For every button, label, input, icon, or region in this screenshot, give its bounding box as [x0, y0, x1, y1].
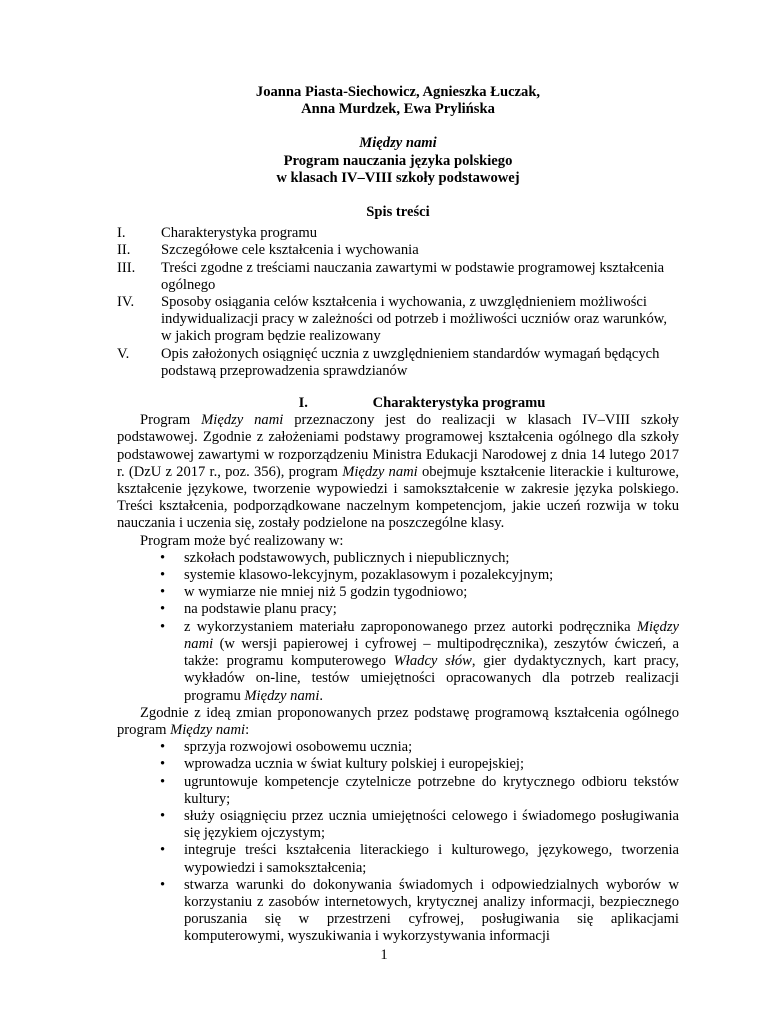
list-item: [117, 550, 679, 567]
software-name-italic: Władcy słów: [393, 653, 472, 670]
title-line-2: w klasach IV–VIII szkoły podstawowej: [276, 169, 520, 186]
section-title: Charakterystyka programu: [372, 395, 546, 412]
list-item: [117, 756, 679, 773]
bullet-icon: •: [160, 618, 166, 635]
toc-item: [117, 242, 679, 259]
bullet-icon: •: [160, 567, 166, 584]
toc-heading: Spis treści: [366, 204, 430, 221]
list-item-text: stwarza warunki do dokonywania świadomych i odpowiedzialnych wyborów w korzystaniu z zasobów internetowych, krytycznej analizy informacji, bezpiecznego poruszania się w przestrzeni cyfrowej, posługiwania się aplikacjami komputerowymi, wyszukiwania i wykorzystywania informacji: [184, 876, 679, 945]
list-item-text: wprowadza ucznia w świat kultury polskiej i europejskiej;: [184, 756, 525, 773]
paragraph-text: Program: [140, 412, 202, 429]
list-item: [117, 739, 679, 756]
list-item-text: , gier dydaktycznych, kart pracy, wykładów on-line, testów umiejętności opracowanych dla potrzeb realizacji programu: [184, 653, 679, 704]
paragraph-text: Zgodnie z ideą zmian proponowanych przez podstawę programową kształcenia ogólnego program: [117, 704, 679, 738]
list-item-text: szkołach podstawowych, publicznych i niepublicznych;: [184, 549, 510, 566]
list-item-text: w wymiarze nie mniej niż 5 godzin tygodniowo;: [184, 584, 468, 601]
list-item: [117, 774, 679, 808]
list-item-text: systemie klasowo-lekcyjnym, pozaklasowym i pozalekcyjnym;: [184, 567, 554, 584]
list-item-text: .: [319, 687, 324, 704]
page-content: [117, 84, 679, 946]
bullet-icon: •: [160, 584, 166, 601]
bullet-icon: •: [160, 842, 166, 859]
section-number: I.: [298, 395, 308, 412]
program-name-italic: Między nami: [184, 618, 679, 652]
toc-item: [117, 346, 679, 380]
title-line-1: Program nauczania języka polskiego: [283, 152, 513, 169]
bullet-icon: •: [160, 601, 166, 618]
toc-item-number: V.: [117, 345, 130, 362]
list-item-text: integruje treści kształcenia literackiego i kulturowego, językowego, tworzenia wypowiedzi i samokształcenia;: [184, 842, 679, 876]
list-item: [117, 808, 679, 842]
paragraph-1: [117, 412, 679, 532]
toc-item-text: Charakterystyka programu: [161, 225, 318, 242]
authors-block: [117, 84, 679, 118]
list-item-text: służy osiągnięciu przez ucznia umiejętności celowego i świadomego posługiwania się językiem ojczystym;: [184, 807, 679, 842]
toc-item-number: IV.: [117, 294, 135, 311]
list-item-text: sprzyja rozwojowi osobowemu ucznia;: [184, 739, 413, 756]
bullet-icon: •: [160, 739, 166, 756]
list-item: [117, 619, 679, 705]
list-item: [117, 567, 679, 584]
list-item-text: ugruntowuje kompetencje czytelnicze potrzebne do krytycznego odbioru tekstów kultury;: [184, 773, 679, 807]
paragraph-2: Program może być realizowany w:: [140, 532, 344, 549]
list-item: [117, 877, 679, 946]
toc-item: [117, 294, 679, 346]
bullet-list-1: [117, 550, 679, 705]
list-item-text: (w wersji papierowej i cyfrowej – multipodręcznika), zeszytów ćwiczeń, a także: programu komputerowego: [184, 635, 679, 670]
toc-item-text: Treści zgodne z treściami nauczania zawartymi w podstawie programowej kształcenia ogólnego: [161, 259, 665, 293]
program-name: Między nami: [359, 135, 437, 152]
title-block: [117, 135, 679, 187]
program-name-italic: Między nami: [201, 412, 284, 429]
toc-item-number: I.: [117, 225, 126, 242]
paragraph-text: obejmuje kształcenie literackie i kulturowe, kształcenie językowe, tworzenie wypowiedzi i samokształcenie w zakresie języka polskiego. Treści kształcenia, podporządkowane naczelnym kompetencjom, jakie uczeń rozwija w toku nauczania i uczenia się, zostały podzielone na poszczególne klasy.: [117, 463, 679, 532]
section-heading: [117, 395, 679, 412]
bullet-icon: •: [160, 756, 166, 773]
toc-item-number: II.: [117, 242, 131, 259]
toc-item-text: Sposoby osiągania celów kształcenia i wychowania, z uwzględnieniem możliwości indywidualizacji pracy w zależności od potrzeb i możliwości uczniów oraz warunków, w jakich program będzie realizowany: [161, 294, 668, 345]
authors-line-1: Joanna Piasta-Siechowicz, Agnieszka Łuczak,: [255, 84, 541, 100]
paragraph-text: przeznaczony jest do realizacji w klasach IV–VIII szkoły podstawowej. Zgodnie z założeniami podstawy programowej kształcenia ogólnego dla szkoły podstawowej zawartymi w rozporządzeniu Ministra Edukacji Narodowej z dnia 14 lutego 2017 r. (DzU z 2017 r., poz. 356), program: [117, 412, 679, 480]
toc-item-number: III.: [117, 259, 136, 276]
toc-item-text: Opis założonych osiągnięć ucznia z uwzględnieniem standardów wymagań będących podstawą przeprowadzenia sprawdzianów: [161, 345, 660, 379]
list-item: [117, 842, 679, 876]
table-of-contents: [117, 225, 679, 380]
paragraph-3: [117, 705, 679, 739]
bullet-list-2: [117, 739, 679, 945]
list-item-text: na podstawie planu pracy;: [184, 601, 337, 618]
paragraph-text: :: [245, 721, 250, 738]
bullet-icon: •: [160, 807, 166, 824]
authors-line-2: Anna Murdzek, Ewa Prylińska: [301, 101, 495, 118]
list-item-text: z wykorzystaniem materiału zaproponowanego przez autorki podręcznika: [184, 618, 637, 635]
program-name-italic: Między nami: [244, 687, 320, 704]
bullet-icon: •: [160, 549, 166, 566]
bullet-icon: •: [160, 773, 166, 790]
toc-item: [117, 225, 679, 242]
list-item: [117, 601, 679, 618]
toc-item: [117, 260, 679, 294]
program-name-italic: Między nami: [342, 463, 418, 480]
bullet-icon: •: [160, 876, 166, 893]
page-number: 1: [380, 947, 388, 963]
list-item: [117, 584, 679, 601]
program-name-italic: Między nami: [170, 721, 246, 738]
toc-item-text: Szczegółowe cele kształcenia i wychowania: [161, 242, 419, 259]
